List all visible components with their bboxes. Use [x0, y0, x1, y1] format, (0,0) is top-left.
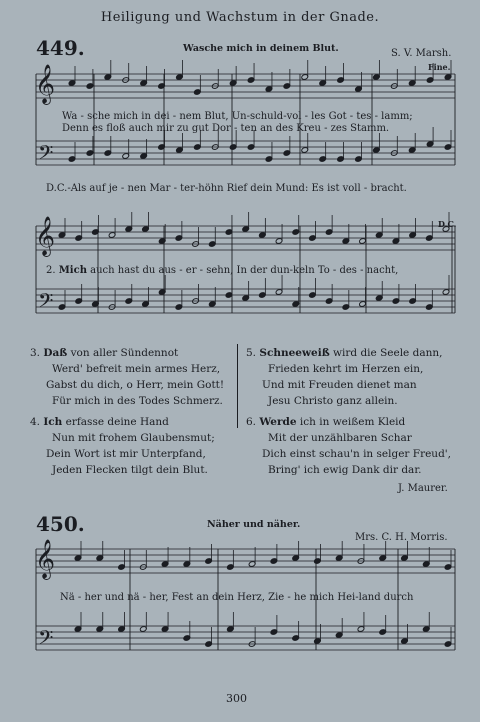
translator-credit: J. Maurer.: [398, 483, 448, 494]
hymn-450-number: 450.: [36, 512, 85, 536]
system3-bass-clef: 𝄢: [38, 626, 54, 654]
page-header: Heiligung und Wachstum in der Gnade.: [100, 10, 380, 25]
system2-bass-clef: 𝄢: [38, 289, 54, 317]
verse-6: 6. Werde ich in weißem Kleid Mit der unzählbaren Schar Dich einst schau'n in selger Freud', Bring' ich ewig Dank dir dar.: [246, 416, 452, 476]
verse-divider: [237, 344, 238, 428]
hymn-450-composer: Mrs. C. H. Morris.: [355, 532, 448, 543]
system1-lyric-line3: D.C.-Als auf je - nen Mar - ter-höhn Rief dein Mund: Es ist voll - bracht.: [46, 183, 407, 194]
system1-lyric-line1: Wa - sche mich in dei - nem Blut, Un-schuld-vol - les Got - tes - lamm;: [62, 111, 413, 122]
system3-treble-clef: 𝄞: [35, 539, 56, 579]
system2-treble-clef: 𝄞: [35, 216, 56, 256]
dc-marking: D.C.: [438, 219, 457, 229]
verse-5: 5. Schneeweiß wird die Seele dann, Frieden kehrt im Herzen ein, Und mit Freuden dienet man Jesu Christo ganz allein.: [246, 347, 443, 407]
hymn-449-number: 449.: [36, 36, 85, 60]
verse-first-word: Mich: [58, 265, 87, 276]
fine-marking: Fine.: [428, 62, 451, 72]
verse-3: 3. Daß von aller Sündennot Werd' befreit mein armes Herz, Gabst du dich, o Herr, mein Gott! Für mich in des Todes Schmerz.: [30, 347, 225, 407]
system1-treble-clef: 𝄞: [35, 64, 56, 104]
hymn-450-title: Näher und näher.: [207, 519, 301, 530]
verse-number: 2.: [46, 265, 56, 276]
verse-text: auch hast du aus - er - sehn, In der dun-keln To - des - nacht,: [90, 265, 399, 276]
system2-lyric-line1: [46, 265, 398, 276]
hymn-449-composer: S. V. Marsh.: [391, 48, 452, 59]
hymn-450-lyric-line1: Nä - her und nä - her, Fest an dein Herz, Zie - he mich Hei-land durch: [60, 592, 414, 603]
system1-lyric-line2: Denn es floß auch mir zu gut Dor - ten an des Kreu - zes Stamm.: [62, 123, 390, 134]
hymn-449-title: Wasche mich in deinem Blut.: [183, 43, 339, 54]
system1-bass-clef: 𝄢: [38, 141, 54, 169]
page-number: 300: [226, 692, 247, 705]
verse-4: 4. Ich erfasse deine Hand Nun mit frohem Glaubensmut; Dein Wort ist mir Unterpfand, Jeden Flecken tilgt dein Blut.: [30, 416, 215, 476]
